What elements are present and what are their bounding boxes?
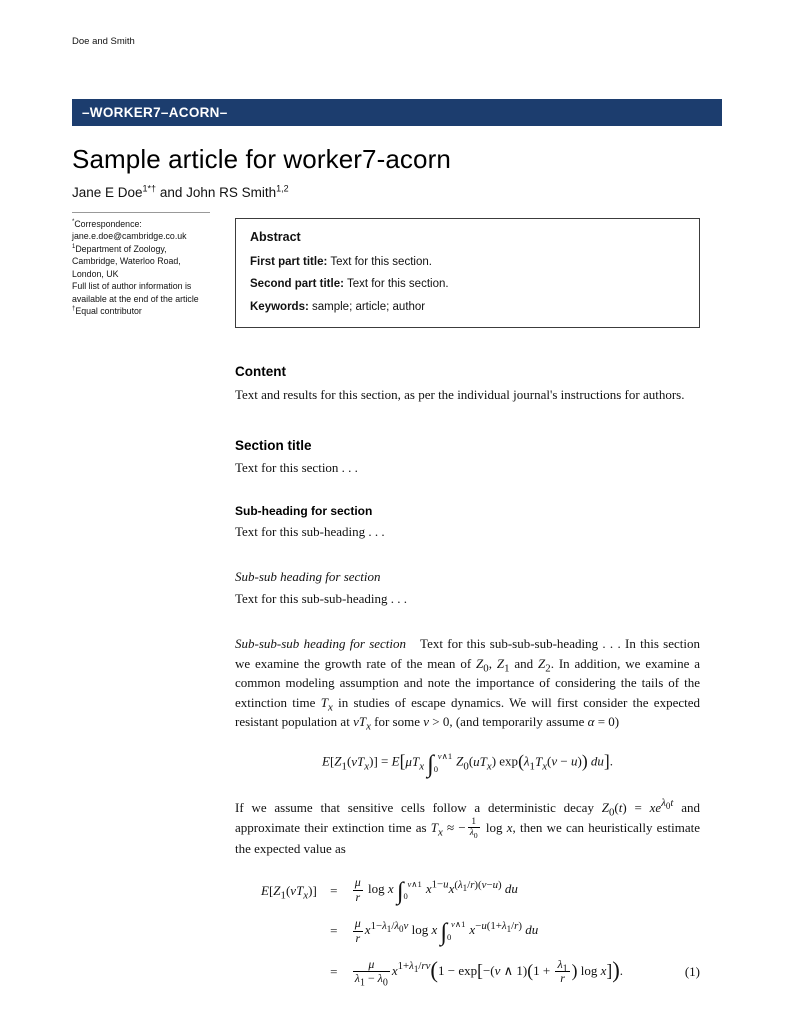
equation-rhs: $\frac{\mu}{r}$ $x^{1-\lambda_1/\lambda_0v}$ log x ∫ v∧1 0 $x^{-u(1+\lambda_1/r)}$ du [354,916,539,947]
running-head: Doe and Smith [72,36,135,47]
equation-rhs: $\frac{\mu}{\lambda_1 - \lambda_0}$ $x^{1+\lambda_1/rv}(1 - \exp[-(v$ ∧ 1)(1 + $\frac{\lambda_1}{r}$ ) log x]). [354,956,624,989]
abstract-second-label: Second part title: [250,278,344,291]
paragraph-block [235,634,700,732]
correspondence-line: *Correspondence: [72,219,142,229]
equals-sign: = [330,923,338,939]
content-paragraph: Text and results for this section, as per the individual journal's instructions for authors. [235,386,685,402]
abstract-first-label: First part title: [250,255,328,268]
display-equation: $E[Z_1(vT_x)] = E[\mu T_x$ ∫ v∧1 0 $Z_0(uT_x) \exp(\lambda_1T_x(v - u))$ du]. [321,750,614,778]
correspondence-email: jane.e.doe@cambridge.co.uk [72,231,187,242]
equals-sign: = [330,882,338,898]
section-heading-content: Content [235,364,286,380]
subsubsection-heading: Sub-sub heading for section [235,569,381,585]
author-info-note: Full list of author information is [72,281,192,292]
affiliation-line: London, UK [72,268,119,279]
paragraph-text: Text for this sub-sub-sub-heading . . . In this section we examine the growth rate of the mean of $Z_0$, $Z_1$ and $Z_2$. In addition, we examine a common modeling assumption and note the importance of considering the tails of the extinction time $T_x$ in studies of escape dynamics. We will first consider the expected resistant population at $vT_x$ for some v > 0, (and temporarily assume α = 0) [235,636,701,734]
equation-lhs: $E[Z_1(vT_x)]$ [261,882,317,902]
abstract-first-text: Text for this section. [330,255,432,268]
author-info-note: available at the end of the article [72,293,199,304]
affiliation-line: $^1$Department of Zoology, [72,243,167,254]
equation-group [235,875,700,989]
equation-rhs: $\frac{\mu}{r}$ log x ∫ v∧1 0 $x^{1-u}x^{(\lambda_1/r)(v-u)}$ du [354,875,518,906]
article-title: Sample article for worker7-acorn [72,144,451,174]
subsection-text: Text for this sub-heading . . . [235,523,385,539]
paragraph-run-in-heading: Sub-sub-sub heading for section [235,636,407,652]
affiliation-line: Cambridge, Waterloo Road, [72,256,181,267]
correspondence-block [72,218,210,318]
abstract-heading: Abstract [250,230,301,244]
abstract-second-part [250,277,685,293]
author-rule [72,212,210,213]
abstract-keywords [250,300,685,316]
abstract-box [235,218,700,328]
article-body [235,362,701,989]
equal-contributor-note: †Equal contributor [72,306,142,317]
keywords-label: Keywords: [250,300,309,313]
subsubsection-text: Text for this sub-sub-heading . . . [235,590,408,606]
abstract-first-part [250,255,685,271]
author-line: Jane E Doe$^{1*\dagger}$ and John RS Smith$^{1,2}$ [72,183,289,200]
equals-sign: = [330,963,338,979]
section-text: Text for this section . . . [235,460,358,476]
abstract-second-text: Text for this section. [346,278,449,291]
estimation-paragraph: If we assume that sensitive cells follow a deterministic decay $Z_0(t) = xe^{\lambda_0t}$ and approximate their extinction time as $T_x$ ≈ − $\frac{1}{\lambda_0}$ log x, then we can heuristically estimate the expected value as [235,797,701,856]
journal-banner: –WORKER7–ACORN– [72,99,722,126]
subsection-heading: Sub-heading for section [235,503,373,518]
header-row [72,218,722,328]
equation-number: (1) [684,963,700,979]
section-heading-title: Section title [235,438,312,454]
keywords-text: sample; article; author [312,300,426,313]
